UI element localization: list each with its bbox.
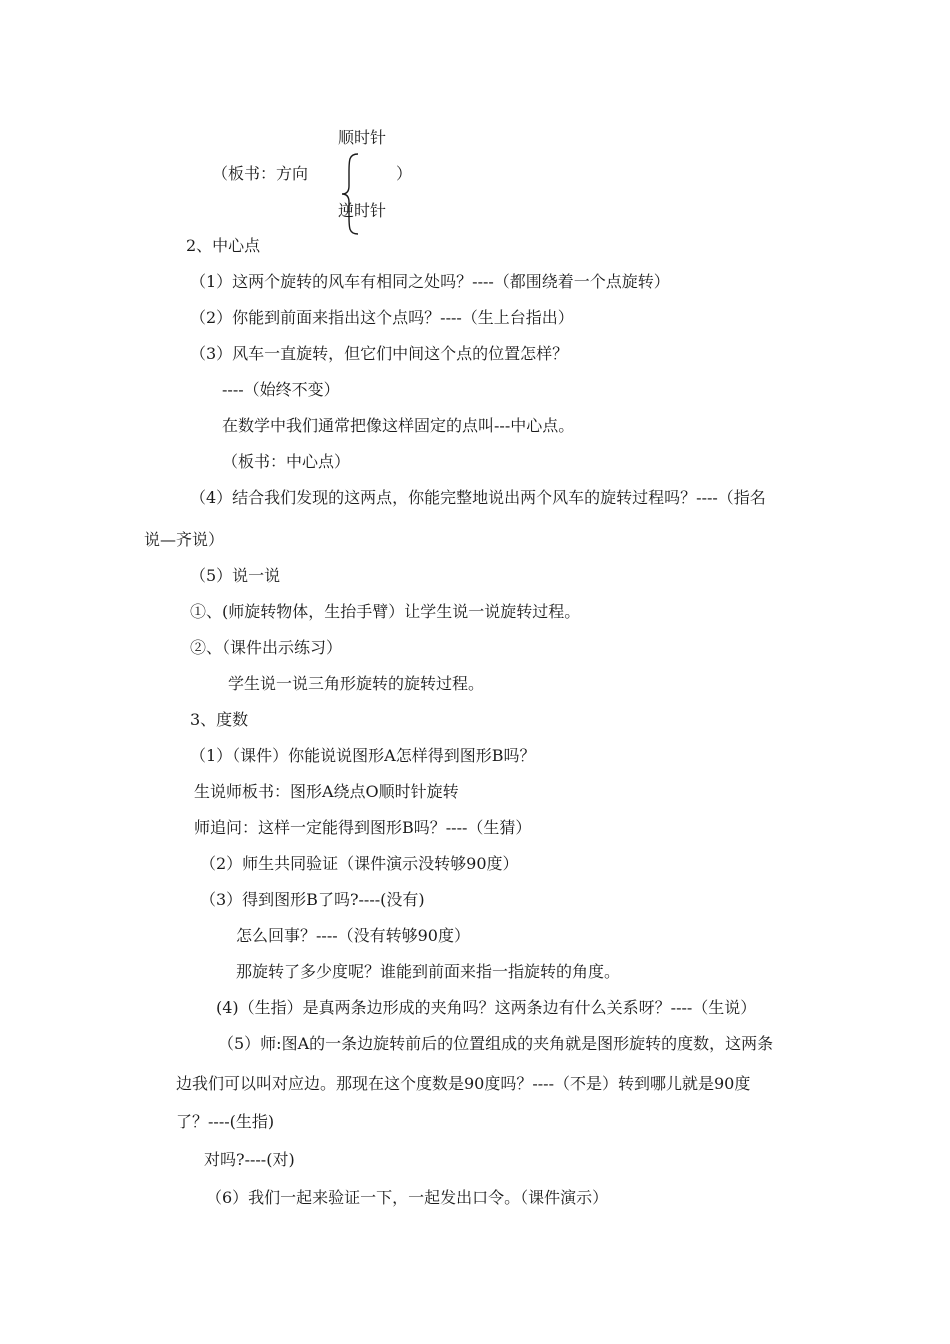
text-line: (4)（生指）是真两条边形成的夹角吗？这两条边有什么关系呀？----（生说） [216,998,757,1017]
text-line: ①、(师旋转物体，生抬手臂）让学生说一说旋转过程。 [190,602,581,621]
board-bottom-label: 逆时针 [338,201,387,220]
text-line: 那旋转了多少度呢？谁能到前面来指一指旋转的角度。 [236,962,621,981]
text-line: 说—齐说） [144,530,225,549]
text-line: ----（始终不变） [222,380,340,399]
text-line: 了？----(生指) [176,1112,275,1131]
text-line: （1）这两个旋转的风车有相同之处吗？----（都围绕着一个点旋转） [190,272,670,291]
section-heading: 2、中心点 [186,236,261,255]
text-line: 怎么回事？----（没有转够90度） [236,926,470,945]
text-line: ②、（课件出示练习） [190,638,343,657]
text-line: 在数学中我们通常把像这样固定的点叫---中心点。 [222,416,575,435]
text-line: （3）风车一直旋转，但它们中间这个点的位置怎样？ [190,344,569,363]
text-line: （5）说一说 [190,566,281,585]
text-line: （2）你能到前面来指出这个点吗？----（生上台指出） [190,308,574,327]
text-line: （4）结合我们发现的这两点，你能完整地说出两个风车的旋转过程吗？----（指名 [190,488,766,507]
text-line: （5）师:图A的一条边旋转前后的位置组成的夹角就是图形旋转的度数，这两条 [218,1034,774,1053]
text-line: 学生说一说三角形旋转的旋转过程。 [228,674,485,693]
curly-brace-icon [340,152,362,236]
board-top-label: 顺时针 [338,128,387,147]
text-line: 生说师板书：图形A绕点O顺时针旋转 [194,782,459,801]
text-line: （3）得到图形B了吗?----(没有) [200,890,425,909]
text-line: （板书：中心点） [222,452,351,471]
section-heading: 3、度数 [190,710,249,729]
text-line: 对吗?----(对) [204,1150,295,1169]
board-open-label: （板书：方向 [212,164,309,183]
board-close-label: ） [396,164,413,183]
text-line: （2）师生共同验证（课件演示没转够90度） [200,854,519,873]
text-line: 边我们可以叫对应边。那现在这个度数是90度吗？----（不是）转到哪儿就是90度 [176,1074,751,1093]
text-line: （1）（课件）你能说说图形A怎样得到图形B吗？ [190,746,536,765]
text-line: （6）我们一起来验证一下，一起发出口令。（课件演示） [206,1188,609,1207]
text-line: 师追问：这样一定能得到图形B吗？----（生猜） [194,818,532,837]
